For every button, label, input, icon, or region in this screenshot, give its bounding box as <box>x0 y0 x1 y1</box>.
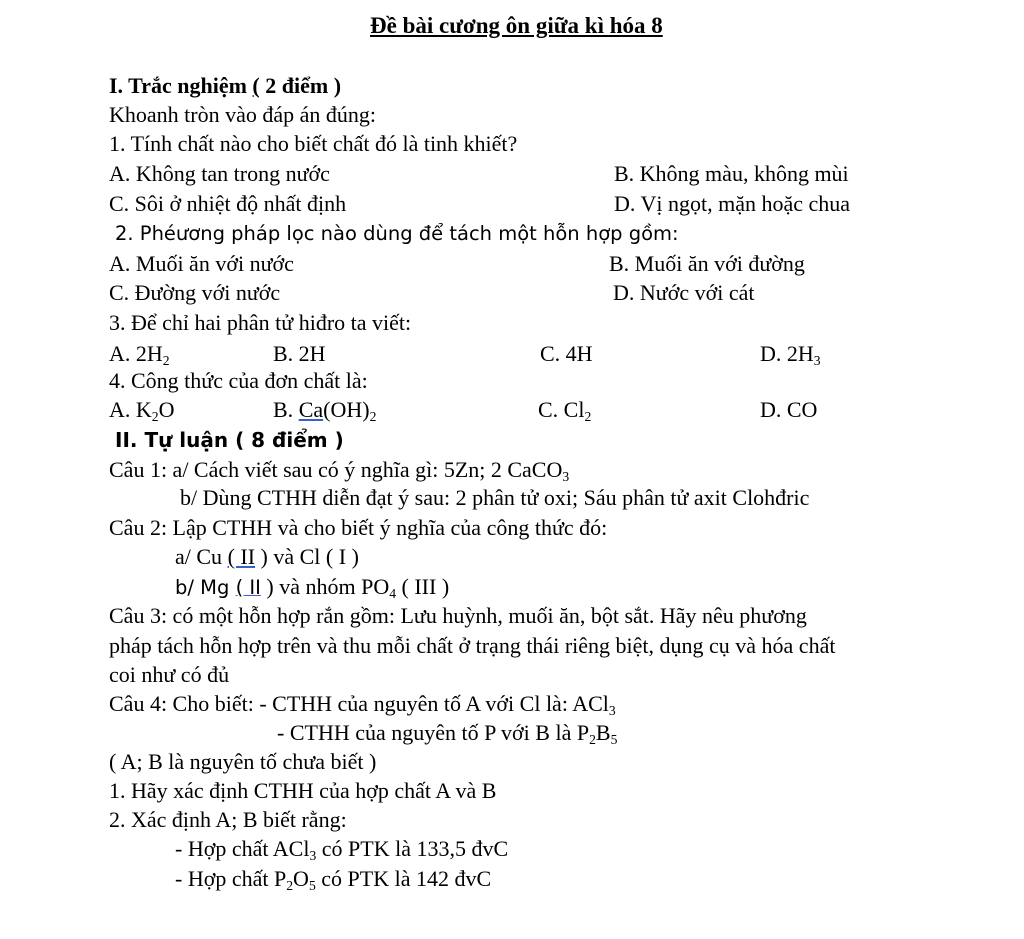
essay-question-4-fact-1: - Hợp chất ACl$_3$ có PTK là 133,5 đvC <box>175 836 509 864</box>
q1-option-c: C. Sôi ở nhiệt độ nhất định <box>109 191 347 216</box>
essay-question-2: Câu 2: Lập CTHH và cho biết ý nghĩa của công thức đó: <box>109 515 608 540</box>
question-3: 3. Để chỉ hai phân tử hiđro ta viết: <box>109 310 412 335</box>
q2-option-a: A. Muối ăn với nước <box>109 251 294 276</box>
section-heading-essay: II. Tự luận ( 8 điểm ) <box>115 428 344 452</box>
q1-option-b: B. Không màu, không mùi <box>614 161 849 186</box>
essay-question-4-note: ( A; B là nguyên tố chưa biết ) <box>109 749 377 774</box>
essay-question-1b: b/ Dùng CTHH diễn đạt ý sau: 2 phân tử oxi; Sáu phân tử axit Clohđric <box>180 485 810 510</box>
q2-option-d: D. Nước với cát <box>613 280 755 305</box>
question-1: 1. Tính chất nào cho biết chất đó là tinh khiết? <box>109 131 518 156</box>
q3-option-a: A. $2H_2$ <box>109 341 170 369</box>
q4-option-b: B. $Ca(OH)_2$ <box>273 397 377 425</box>
essay-question-1a: Câu 1: a/ Cách viết sau có ý nghĩa gì: 5Zn; 2 CaCO$_3$ <box>109 457 570 485</box>
essay-question-4-part-1: 1. Hãy xác định CTHH của hợp chất A và B <box>109 778 497 803</box>
q2-option-c: C. Đường với nước <box>109 280 281 305</box>
q2-option-b: B. Muối ăn với đường <box>609 251 805 276</box>
q4-option-a: A. $K_2O$ <box>109 397 175 425</box>
essay-question-2b: b/ Mg ( II ) và nhóm $PO_4$ ( III ) <box>175 574 450 602</box>
essay-question-3-line-3: coi như có đủ <box>109 662 230 687</box>
q3-option-d: D. $2H_3$ <box>760 341 821 369</box>
essay-question-4-fact-2: - Hợp chất $P_2O_5$ có PTK là 142 đvC <box>175 866 492 894</box>
essay-question-3-line-2: pháp tách hỗn hợp trên và thu mỗi chất ở trạng thái riêng biệt, dụng cụ và hóa chất <box>109 633 836 658</box>
essay-question-3-line-1: Câu 3: có một hỗn hợp rắn gồm: Lưu huỳnh, muối ăn, bột sắt. Hãy nêu phương <box>109 603 807 628</box>
instruction: Khoanh tròn vào đáp án đúng: <box>109 102 376 127</box>
page-title: Đề bài cương ôn giữa kì hóa 8 <box>370 13 663 38</box>
question-2: 2. Phéương pháp lọc nào dùng để tách một hỗn hợp gồm: <box>115 222 679 245</box>
q3-option-b: B. 2H <box>273 341 326 366</box>
question-4: 4. Công thức của đơn chất là: <box>109 368 368 393</box>
q4-option-d: D. CO <box>760 397 818 422</box>
q3-option-c: C. 4H <box>540 341 593 366</box>
q1-option-d: D. Vị ngọt, mặn hoặc chua <box>614 191 851 216</box>
essay-question-4-line-2: - CTHH của nguyên tố P với B là $P_2B_5$ <box>277 720 618 748</box>
essay-question-4-part-2: 2. Xác định A; B biết rằng: <box>109 807 347 832</box>
q1-option-a: A. Không tan trong nước <box>109 161 330 186</box>
section-heading-multiple-choice: I. Trắc nghiệm ( 2 điểm ) <box>109 73 342 98</box>
essay-question-4-line-1: Câu 4: Cho biết: - CTHH của nguyên tố A với Cl là: ACl$_3$ <box>109 691 616 719</box>
essay-question-2a: a/ Cu ( II ) và Cl ( I ) <box>175 544 359 569</box>
q4-option-c: C. $Cl_2$ <box>538 397 592 425</box>
